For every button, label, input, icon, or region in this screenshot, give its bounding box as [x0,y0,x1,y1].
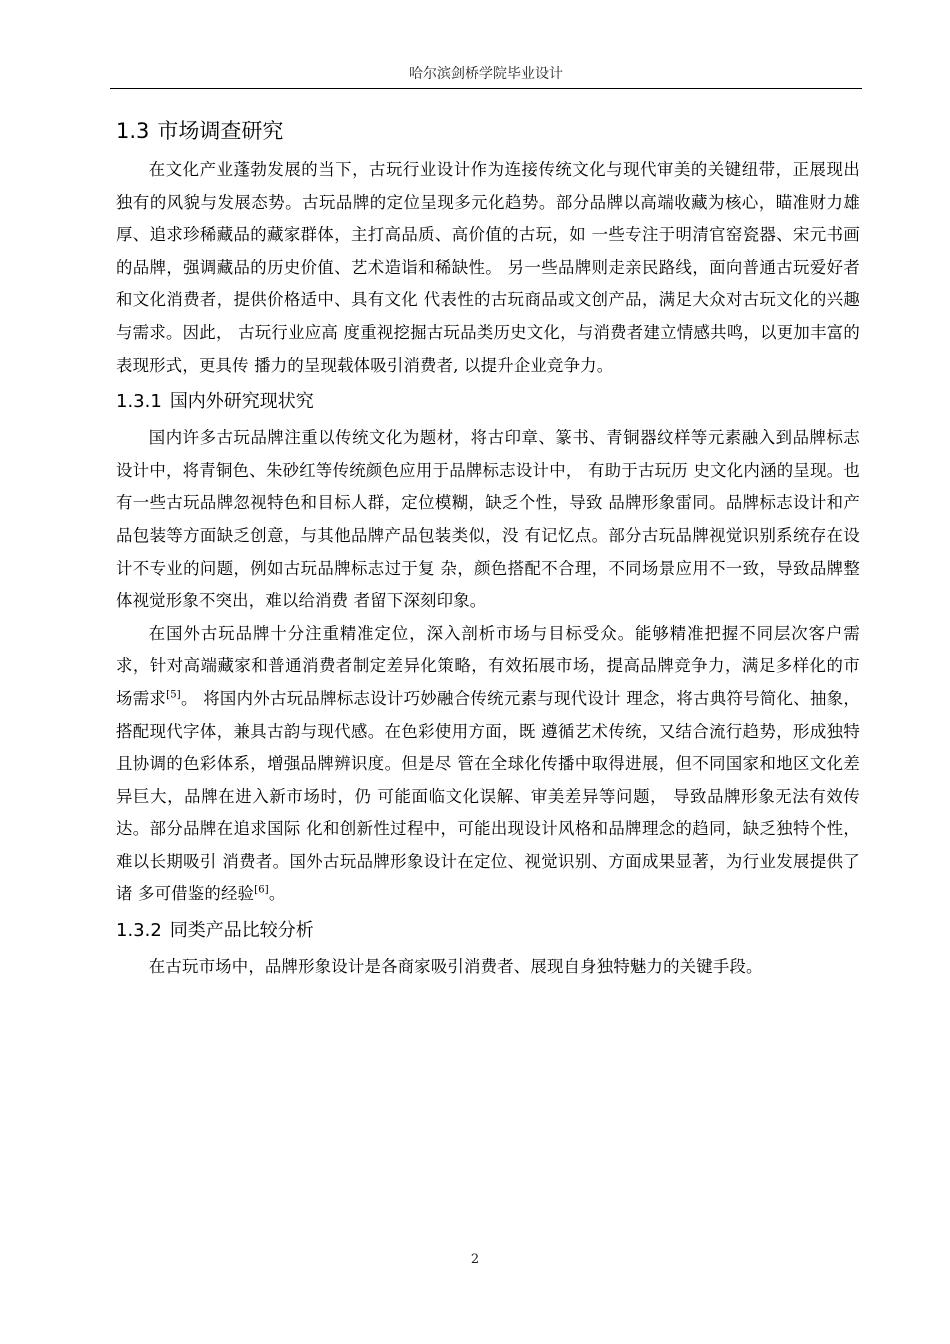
paragraph-text: 在国外古玩品牌十分注重精准定位，深入剖析市场与目标受众。能够精准把握不同层次客户需求，针对高端藏家和普通消费者制定差异化策略，有效拓展市场，提高品牌竞争力，满足多样化的市场需求 [116,623,860,708]
page-header: 哈尔滨剑桥学院毕业设计 [409,66,563,82]
section-title: 同类产品比较分析 [169,920,314,942]
section-heading-1-3-2 [116,917,860,945]
paragraph-product-comparison: 在古玩市场中，品牌形象设计是各商家吸引消费者、展现自身独特魅力的关键手段。 [148,957,763,977]
paragraph-domestic-research: 国内许多古玩品牌注重以传统文化为题材，将古印章、篆书、青铜器纹样等元素融入到品牌标志设计中，将青铜色、朱砂红等传统颜色应用于品牌标志设计中， 有助于古玩历 史文化内涵的呈现。也有一些古玩品牌忽视特色和目标人群，定位模糊，缺乏个性，导致 品牌形象雷同。品牌标志设计和产品包装等方面缺乏创意，与其他品牌产品包装类似，没 有记忆点。部分古玩品牌视觉识别系统存在设计不专业的问题，例如古玩品牌标志过于复 杂，颜色搭配不合理，不同场景应用不一致，导致品牌整体视觉形象不突出，难以给消费 者留下深刻印象。 [116,428,860,611]
section-title: 国内外研究现状究 [169,391,314,413]
paragraph-text: 。 [268,884,286,904]
header-divider [110,88,862,89]
section-heading-1-3-1 [116,388,860,416]
section-number: 1.3.2 [116,920,162,942]
section-number: 1.3 [116,119,150,143]
paragraph-foreign-research [116,618,860,911]
paragraph-market-research: 在文化产业蓬勃发展的当下，古玩行业设计作为连接传统文化与现代审美的关键纽带，正展现出独有的风貌与发展态势。古玩品牌的定位呈现多元化趋势。部分品牌以高端收藏为核心，瞄准财力雄厚、追求珍稀藏品的藏家群体，主打高品质、高价值的古玩，如 一些专注于明清官窑瓷器、宋元书画的品牌，强调藏品的历史价值、艺术造诣和稀缺性。 另一些品牌则走亲民路线，面向普通古玩爱好者和文化消费者，提供价格适中、具有文化 代表性的古玩商品或文创产品，满足大众对古玩文化的兴趣与需求。因此， 古玩行业应高 度重视挖掘古玩品类历史文化，与消费者建立情感共鸣，以更加丰富的表现形式，更具传 播力的呈现载体吸引消费者, 以提升企业竞争力。 [116,160,860,375]
page-number: 2 [470,1252,480,1267]
section-number: 1.3.1 [116,391,162,413]
citation-5: [5] [166,689,181,701]
citation-6: [6] [254,885,269,896]
section-heading-1-3 [116,116,860,146]
paragraph-text: 。 将国内外古玩品牌标志设计巧妙融合传统元素与现代设计 理念，将古典符号简化、抽象，搭配现代字体，兼具古韵与现代感。在色彩使用方面，既 遵循艺术传统，又结合流行趋势，形成独特且协调的色彩体系，增强品牌辨识度。但是尽 管在全球化传播中取得进展，但不同国家和地区文化差异巨大，品牌在进入新市场时，仍 可能面临文化误解、审美差异等问题， 导致品牌形象无法有效传达。部分品牌在追求国际 化和创新性过程中，可能出现设计风格和品牌理念的趋同，缺乏独特个性，难以长期吸引 消费者。国外古玩品牌形象设计在定位、视觉识别、方面成果显著，为行业发展提供了诸 多可借鉴的经验 [116,688,860,904]
section-title: 市场调查研究 [157,119,284,143]
document-body [116,116,860,984]
